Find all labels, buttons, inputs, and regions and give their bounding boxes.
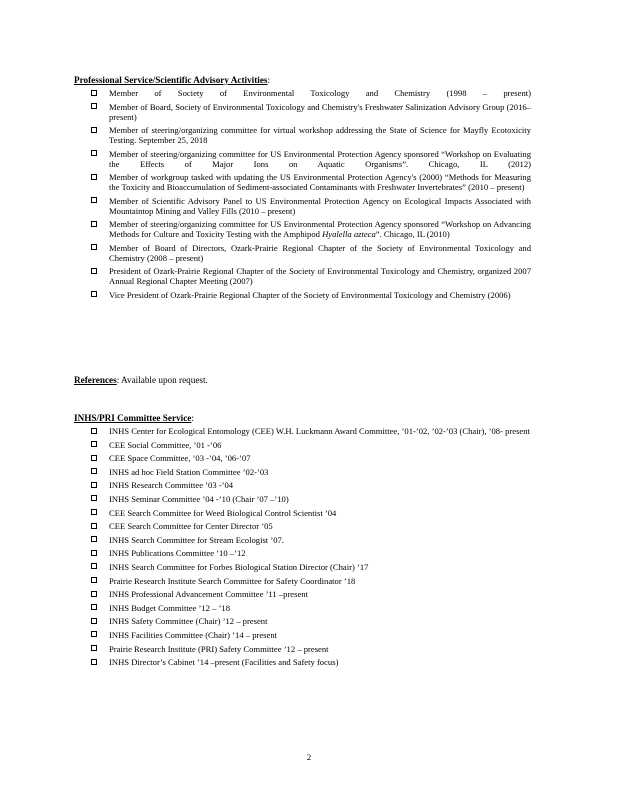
references-heading-text: References — [74, 375, 117, 385]
list-item-text: Member of Scientific Advisory Panel to US Environmental Protection Agency on Ecological Impacts Associated with Mountaintop Mining and Valley Fills (2010 – present) — [109, 195, 531, 216]
bullet-icon — [91, 591, 97, 597]
inhs-heading — [74, 413, 194, 423]
list-item — [91, 508, 531, 518]
list-item — [91, 196, 531, 216]
list-item — [91, 467, 531, 477]
list-item — [91, 125, 531, 145]
list-item — [91, 149, 531, 169]
list-item-text: INHS Budget Committee ’12 – ’18 — [109, 602, 231, 613]
bullet-icon — [91, 509, 97, 515]
bullet-icon — [91, 268, 97, 274]
list-item-text-end: ”. Chicago, IL (2010) — [375, 229, 450, 239]
list-item-text: Member of steering/organizing committee for US Environmental Protection Agency sponsored “Workshop on Advancing Methods for Culture and Toxicity Testing with the Amphipod — [109, 219, 531, 239]
bullet-icon — [91, 495, 97, 501]
list-item — [91, 290, 531, 300]
list-item-text: INHS Center for Ecological Entomology (CEE) W.H. Luckmann Award Committee, ’01-’02, ’02-’03 (Chair), ’08- present — [109, 426, 530, 436]
professional-heading-text: Professional Service/Scientific Advisory Activities — [74, 75, 268, 85]
list-item — [91, 548, 531, 558]
list-item-text: Prairie Research Institute Search Committee for Safety Coordinator ’18 — [109, 575, 356, 586]
bullet-icon — [91, 645, 97, 651]
bullet-icon — [91, 482, 97, 488]
list-item-text: Prairie Research Institute (PRI) Safety Committee ’12 – present — [109, 643, 329, 654]
list-item-text: INHS Search Committee for Stream Ecologist ’07. — [109, 534, 284, 545]
bullet-icon — [91, 563, 97, 569]
list-item — [91, 172, 531, 192]
references-text: : Available upon request. — [116, 375, 208, 385]
list-item-text: INHS Safety Committee (Chair) ’12 – present — [109, 616, 268, 627]
list-item — [91, 616, 531, 626]
professional-heading — [74, 75, 270, 85]
bullet-icon — [91, 659, 97, 665]
list-item-text: Member of workgroup tasked with updating the US Environmental Protection Agency's (2000) “Methods for Measuring the Toxicity and Bioaccumulation of Sediment-associated Contaminants with Freshwater Invertebrates” (2010 – present) — [109, 172, 531, 192]
list-item-text: INHS Research Committee ’03 -’04 — [109, 480, 234, 491]
list-item — [91, 219, 531, 239]
bullet-icon — [91, 441, 97, 447]
list-item — [91, 644, 531, 654]
bullet-icon — [91, 536, 97, 542]
list-item — [91, 657, 531, 667]
list-item — [91, 494, 531, 504]
list-item-text: INHS Director’s Cabinet ’14 –present (Facilities and Safety focus) — [109, 657, 339, 668]
bullet-icon — [91, 618, 97, 624]
bullet-icon — [91, 577, 97, 583]
bullet-icon — [91, 631, 97, 637]
bullet-icon — [91, 103, 97, 109]
list-item-text: CEE Space Committee, ’03 -’04, ’06-’07 — [109, 453, 251, 464]
list-item-text: Member of steering/organizing committee for virtual workshop addressing the State of Science for Mayfly Ecotoxicity Testing. September 25, 2018 — [109, 125, 531, 145]
list-item — [91, 562, 531, 572]
list-item-text: INHS Facilities Committee (Chair) ’14 – present — [109, 629, 278, 640]
list-item — [91, 453, 531, 463]
list-item-text: CEE Search Committee for Weed Biological Control Scientist ’04 — [109, 507, 337, 518]
list-item-text: INHS ad hoc Field Station Committee ’02-’03 — [109, 466, 269, 477]
bullet-icon — [91, 468, 97, 474]
bullet-icon — [91, 604, 97, 610]
list-item-text: Member of Board of Directors, Ozark-Prairie Regional Chapter of the Society of Environmental Toxicology and Chemistry (2008 – present) — [109, 242, 531, 263]
inhs-heading-text: INHS/PRI Committee Service — [74, 413, 192, 423]
list-item-text: Member of steering/organizing committee for US Environmental Protection Agency sponsored “Workshop on Evaluating the Effects of Major Ions on Aquatic Organisms”. Chicago, IL (2012) — [109, 148, 531, 169]
list-item — [91, 88, 531, 98]
inhs-heading-colon: : — [191, 413, 194, 423]
list-item — [91, 521, 531, 531]
list-item — [91, 576, 531, 586]
species-name: Hyalella azteca — [322, 229, 376, 239]
list-item — [91, 102, 531, 122]
list-item — [91, 426, 531, 436]
professional-heading-colon: : — [267, 75, 271, 85]
bullet-icon — [91, 550, 97, 556]
bullet-icon — [91, 523, 97, 529]
list-item-text: INHS Seminar Committee ’04 -’10 (Chair ’07 –’10) — [109, 493, 289, 504]
list-item-text: President of Ozark-Prairie Regional Chapter of the Society of Environmental Toxicology and Chemistry, organized 2007 Annual Regional Chapter Meeting (2007) — [109, 266, 531, 286]
bullet-icon — [91, 428, 97, 434]
list-item-text: CEE Search Committee for Center Director ’05 — [109, 521, 273, 532]
bullet-icon — [91, 455, 97, 461]
bullet-icon — [91, 221, 97, 227]
list-item-text: INHS Professional Advancement Committee ’11 –present — [109, 589, 308, 600]
list-item-text: INHS Search Committee for Forbes Biological Station Director (Chair) ’17 — [109, 561, 369, 572]
list-item — [91, 480, 531, 490]
list-item — [91, 266, 531, 286]
list-item — [91, 630, 531, 640]
professional-list — [91, 88, 531, 303]
bullet-icon — [91, 150, 97, 156]
list-item-text: Vice President of Ozark-Prairie Regional Chapter of the Society of Environmental Toxicology and Chemistry (2006) — [109, 289, 511, 300]
list-item-text: INHS Publications Committee ’10 –’12 — [109, 548, 246, 559]
list-item — [91, 589, 531, 599]
list-item-text: CEE Social Committee, ’01 -’06 — [109, 439, 222, 450]
bullet-icon — [91, 174, 97, 180]
list-item — [91, 535, 531, 545]
references-heading — [74, 375, 208, 385]
bullet-icon — [91, 127, 97, 133]
list-item-text: Member of Board, Society of Environmental Toxicology and Chemistry's Freshwater Salinization Advisory Group (2016– present) — [109, 101, 531, 122]
list-item — [91, 603, 531, 613]
list-item — [91, 440, 531, 450]
list-item — [91, 243, 531, 263]
page-number: 2 — [306, 752, 312, 762]
bullet-icon — [91, 291, 97, 297]
list-item-text: Member of Society of Environmental Toxicology and Chemistry (1998 – present) — [109, 88, 531, 98]
inhs-committee-list — [91, 426, 531, 671]
bullet-icon — [91, 90, 97, 96]
bullet-icon — [91, 244, 97, 250]
bullet-icon — [91, 197, 97, 203]
